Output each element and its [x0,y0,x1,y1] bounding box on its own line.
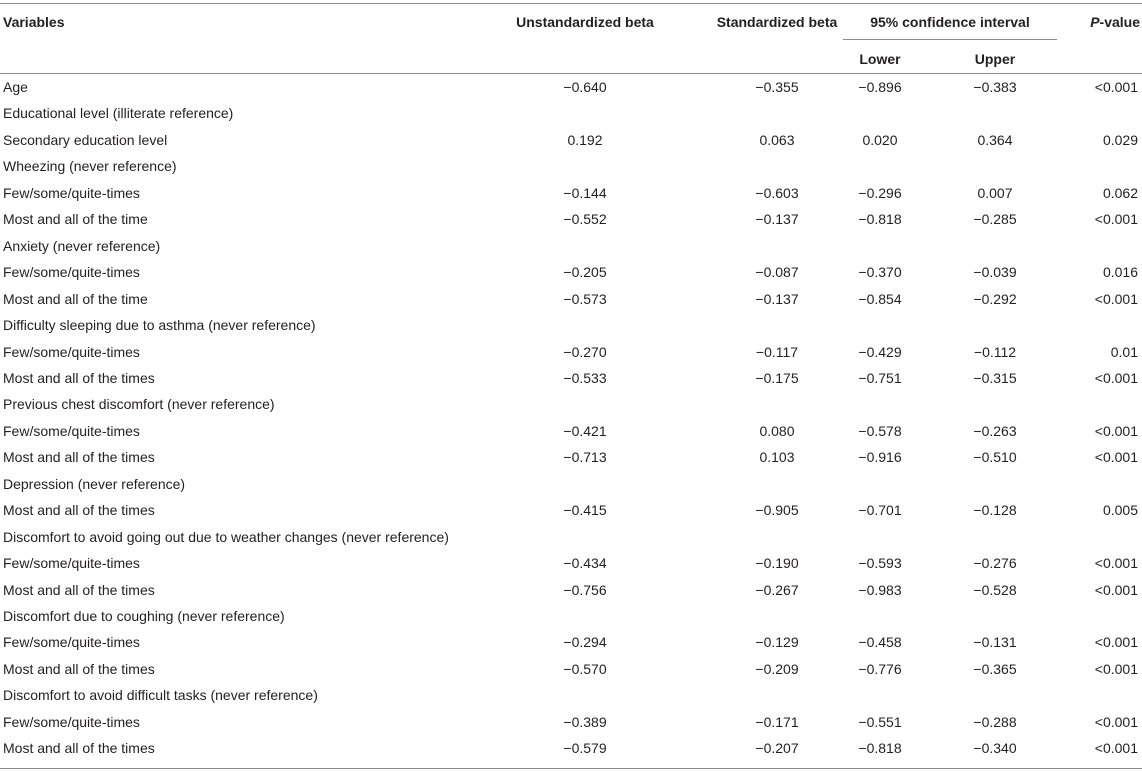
p-value-cell: 0.005 [1102,502,1138,518]
ci-upper-cell: −0.128 [973,502,1017,518]
row-label: Most and all of the time [3,291,148,307]
header-confidence-interval: 95% confidence interval [870,14,1030,30]
ci-lower-cell: −0.701 [858,502,902,518]
row-label: Discomfort due to coughing (never reference) [3,608,285,624]
standardized-beta-cell: −0.207 [755,740,799,756]
row-label: Most and all of the times [3,449,155,465]
unstandardized-beta-cell: −0.270 [563,344,607,360]
unstandardized-beta-cell: −0.533 [563,370,607,386]
ci-lower-cell: −0.896 [858,79,902,95]
p-value-cell: <0.001 [1094,291,1138,307]
p-value-cell: <0.001 [1094,211,1138,227]
row-label: Difficulty sleeping due to asthma (never reference) [3,317,316,333]
unstandardized-beta-cell: −0.415 [563,502,607,518]
header-bottom-rule [0,73,1142,74]
ci-lower-cell: −0.818 [858,740,902,756]
row-label: Most and all of the times [3,661,155,677]
ci-lower-cell: −0.578 [858,423,902,439]
unstandardized-beta-cell: −0.294 [563,634,607,650]
ci-upper-cell: 0.007 [977,185,1013,201]
header-variables: Variables [3,14,65,30]
ci-lower-cell: −0.776 [858,661,902,677]
ci-upper-cell: −0.528 [973,582,1017,598]
ci-upper-cell: −0.383 [973,79,1017,95]
ci-upper-cell: −0.510 [973,449,1017,465]
unstandardized-beta-cell: −0.205 [563,264,607,280]
row-label: Most and all of the times [3,582,155,598]
unstandardized-beta-cell: −0.570 [563,661,607,677]
unstandardized-beta-cell: −0.573 [563,291,607,307]
ci-upper-cell: −0.315 [973,370,1017,386]
table-top-rule [0,3,1142,4]
row-label: Age [3,79,28,95]
standardized-beta-cell: −0.117 [755,344,799,360]
standardized-beta-cell: −0.267 [755,582,799,598]
p-value-cell: <0.001 [1094,370,1138,386]
unstandardized-beta-cell: −0.640 [563,79,607,95]
row-label: Educational level (illiterate reference) [3,105,234,121]
row-label: Wheezing (never reference) [3,158,177,174]
header-unstandardized-beta: Unstandardized beta [516,14,654,30]
row-label: Depression (never reference) [3,476,186,492]
unstandardized-beta-cell: −0.713 [563,449,607,465]
ci-lower-cell: −0.983 [858,582,902,598]
ci-lower-cell: 0.020 [862,132,898,148]
row-label: Few/some/quite-times [3,423,140,439]
ci-lower-cell: −0.916 [858,449,902,465]
standardized-beta-cell: −0.209 [755,661,799,677]
unstandardized-beta-cell: −0.579 [563,740,607,756]
row-label: Most and all of the times [3,502,155,518]
standardized-beta-cell: −0.171 [755,714,799,730]
row-label: Secondary education level [3,132,168,148]
ci-upper-cell: −0.039 [973,264,1017,280]
ci-upper-cell: −0.112 [973,344,1017,360]
ci-lower-cell: −0.370 [858,264,902,280]
header-p-letter: P [1090,14,1100,30]
ci-upper-cell: −0.340 [973,740,1017,756]
p-value-cell: <0.001 [1094,449,1138,465]
unstandardized-beta-cell: −0.552 [563,211,607,227]
row-label: Most and all of the times [3,370,155,386]
unstandardized-beta-cell: −0.389 [563,714,607,730]
standardized-beta-cell: −0.129 [755,634,799,650]
standardized-beta-cell: 0.063 [759,132,795,148]
header-standardized-beta: Standardized beta [716,14,838,30]
header-p-suffix: -value [1099,14,1140,30]
row-label: Most and all of the time [3,211,148,227]
p-value-cell: 0.016 [1102,264,1138,280]
header-lower: Lower [859,51,901,67]
standardized-beta-cell: −0.087 [755,264,799,280]
standardized-beta-cell: −0.355 [755,79,799,95]
table-bottom-rule [0,768,1142,769]
row-label: Few/some/quite-times [3,264,140,280]
standardized-beta-cell: 0.080 [759,423,795,439]
p-value-cell: <0.001 [1094,740,1138,756]
unstandardized-beta-cell: 0.192 [567,132,603,148]
ci-lower-cell: −0.751 [858,370,902,386]
row-label: Few/some/quite-times [3,555,140,571]
ci-lower-cell: −0.593 [858,555,902,571]
ci-upper-cell: −0.292 [973,291,1017,307]
row-label: Few/some/quite-times [3,344,140,360]
row-label: Anxiety (never reference) [3,238,161,254]
row-label: Few/some/quite-times [3,634,140,650]
ci-upper-cell: −0.263 [973,423,1017,439]
ci-lower-cell: −0.296 [858,185,902,201]
p-value-cell: <0.001 [1094,79,1138,95]
standardized-beta-cell: −0.905 [755,502,799,518]
unstandardized-beta-cell: −0.756 [563,582,607,598]
p-value-cell: <0.001 [1094,555,1138,571]
p-value-cell: <0.001 [1094,714,1138,730]
ci-lower-cell: −0.854 [858,291,902,307]
ci-upper-cell: −0.288 [973,714,1017,730]
row-label: Discomfort to avoid going out due to weather changes (never reference) [3,529,449,545]
header-p-value [1060,13,1140,31]
p-value-cell: 0.062 [1102,185,1138,201]
ci-lower-cell: −0.429 [858,344,902,360]
row-label: Previous chest discomfort (never reference) [3,396,275,412]
p-value-cell: 0.029 [1102,132,1138,148]
ci-upper-cell: −0.131 [973,634,1017,650]
standardized-beta-cell: −0.190 [755,555,799,571]
standardized-beta-cell: 0.103 [759,449,795,465]
row-label: Few/some/quite-times [3,714,140,730]
standardized-beta-cell: −0.137 [755,291,799,307]
ci-upper-cell: −0.285 [973,211,1017,227]
unstandardized-beta-cell: −0.144 [563,185,607,201]
p-value-cell: <0.001 [1094,582,1138,598]
standardized-beta-cell: −0.175 [755,370,799,386]
p-value-cell: <0.001 [1094,634,1138,650]
ci-header-rule [843,39,1057,40]
unstandardized-beta-cell: −0.421 [563,423,607,439]
row-label: Few/some/quite-times [3,185,140,201]
standardized-beta-cell: −0.603 [755,185,799,201]
row-label: Discomfort to avoid difficult tasks (never reference) [3,687,318,703]
unstandardized-beta-cell: −0.434 [563,555,607,571]
standardized-beta-cell: −0.137 [755,211,799,227]
p-value-cell: 0.01 [1110,344,1138,360]
p-value-cell: <0.001 [1094,423,1138,439]
ci-lower-cell: −0.551 [858,714,902,730]
ci-lower-cell: −0.458 [858,634,902,650]
ci-upper-cell: −0.365 [973,661,1017,677]
row-label: Most and all of the times [3,740,155,756]
ci-upper-cell: −0.276 [973,555,1017,571]
p-value-cell: <0.001 [1094,661,1138,677]
header-upper: Upper [974,51,1016,67]
ci-upper-cell: 0.364 [977,132,1013,148]
ci-lower-cell: −0.818 [858,211,902,227]
